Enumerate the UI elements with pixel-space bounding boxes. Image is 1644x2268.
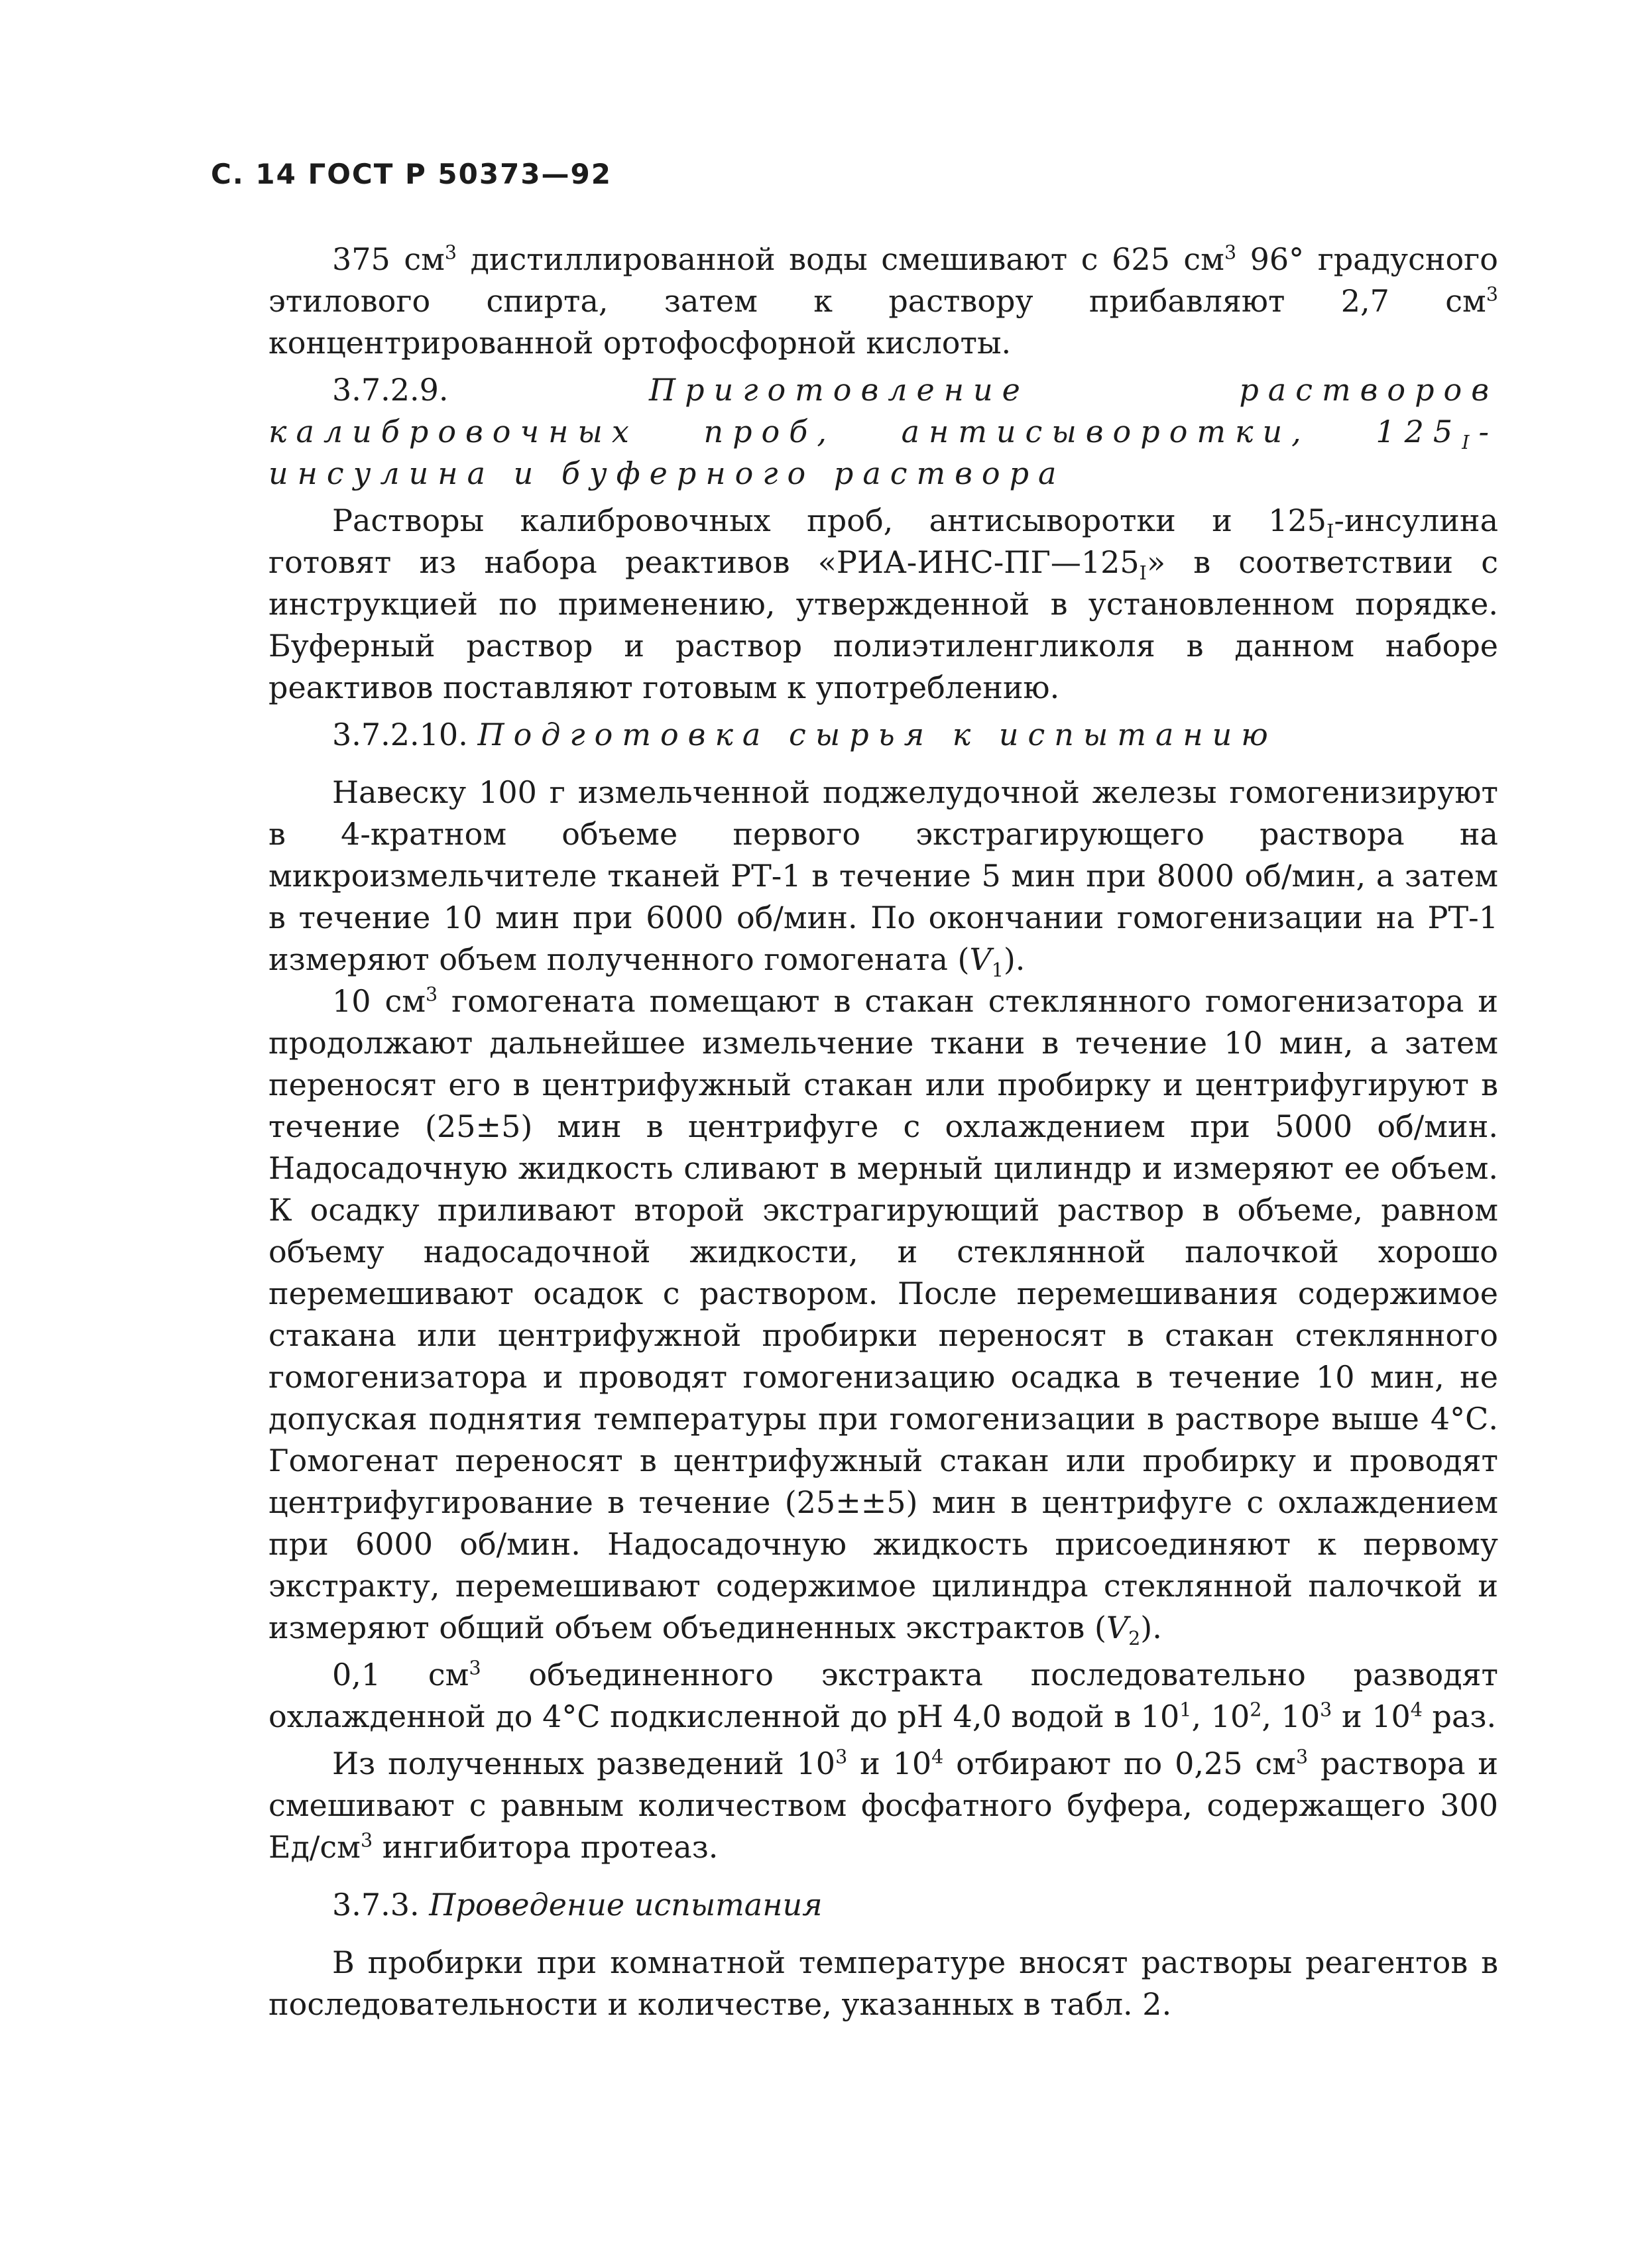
section-number: 3.7.3. <box>332 1887 420 1923</box>
paragraph-dilution-sampling: Из полученных разведений $10^3$ и $10^4$ отбирают по 0,25 $см^3$ раствора и смешивают с равным количеством фосфатного буфера, содержащего 300 $Ед/см^3$ ингибитора протеаз. <box>268 1746 1499 1865</box>
section-number: 3.7.2.10. <box>332 717 468 752</box>
section-title: Приготовление растворов калибровочных проб, антисыворотки, $125_I$-инсулина и буферного раствора <box>268 372 1498 491</box>
section-heading-3-7-2-10 <box>268 714 1498 756</box>
section-heading-3-7-3 <box>268 1884 1498 1926</box>
page-header: С. 14 ГОСТ Р 50373—92 <box>211 158 613 190</box>
paragraph-homogenate-processing: 10 $см^3$ гомогената помещают в стакан стеклянного гомогенизатора и продолжают дальнейшее измельчение ткани в течение 10 мин, а затем переносят его в центрифужный стакан или пробирку и центрифугируют в течение (25±5) мин в центрифуге с охлаждением при 5000 об/мин. Надосадочную жидкость сливают в мерный цилиндр и измеряют ее объем. К осадку приливают второй экстрагирующий раствор в объеме, равном объему надосадочной жидкости, и стеклянной палочкой хорошо перемешивают осадок с раствором. После перемешивания содержимое стакана или центрифужной пробирки переносят в стакан стеклянного гомогенизатора и проводят гомогенизацию осадка в течение 10 мин, не допуская поднятия температуры при гомогенизации в растворе выше 4°С. Гомогенат переносят в центрифужный стакан или пробирку и проводят центрифугирование в течение (25±±5) мин в центрифуге с охлаждением при 6000 об/мин. Надосадочную жидкость присоединяют к первому экстракту, перемешивают содержимое цилиндра стеклянной палочкой и измеряют общий объем объединенных экстрактов $(V_2)$. <box>268 983 1498 1650</box>
paragraph-solution-preparation: 375 $см^3$ дистиллированной воды смешивают с 625 $см^3$ 96° градусного этилового спирта, затем к раствору прибавляют 2,7 $см^3$ концентрированной ортофосфорной кислоты. <box>268 241 1498 361</box>
paragraph-reagent-kit: Растворы калибровочных проб, антисыворотки и $125_I$-инсулина готовят из набора реактивов «$РИА-ИНС-ПГ—125_I$» в соответствии с инструкцией по применению, утвержденной в установленном порядке. Буферный раствор и раствор полиэтиленгликоля в данном наборе реактивов поставляют готовым к употреблению. <box>268 503 1499 705</box>
section-title: Проведение испытания <box>429 1887 823 1923</box>
section-title: Подготовка сырья к испытанию <box>477 717 1277 752</box>
document-body <box>268 239 1498 2031</box>
paragraph-test-procedure: В пробирки при комнатной температуре вносят растворы реагентов в последовательности и количестве, указанных в табл. 2. <box>268 1944 1498 2022</box>
paragraph-raw-material-homogenization: Навеску 100 г измельченной поджелудочной железы гомогенизируют в 4-кратном объеме первого экстрагирующего раствора на микроизмельчителе тканей РТ-1 в течение 5 мин при 8000 об/мин, а затем в течение 10 мин при 6000 об/мин. По окончании гомогенизации на РТ-1 измеряют объем полученного гомогената $(V_1)$. <box>268 774 1498 982</box>
paragraph-extract-dilution: 0,1 $см^3$ объединенного экстракта последовательно разводят охлажденной до 4°С подкисленной до рН 4,0 водой в $10^1$, $10^2$, $10^3$ и $10^4$ раз. <box>268 1657 1498 1734</box>
section-number: 3.7.2.9. <box>332 372 449 408</box>
section-heading-3-7-2-9 <box>268 369 1498 495</box>
